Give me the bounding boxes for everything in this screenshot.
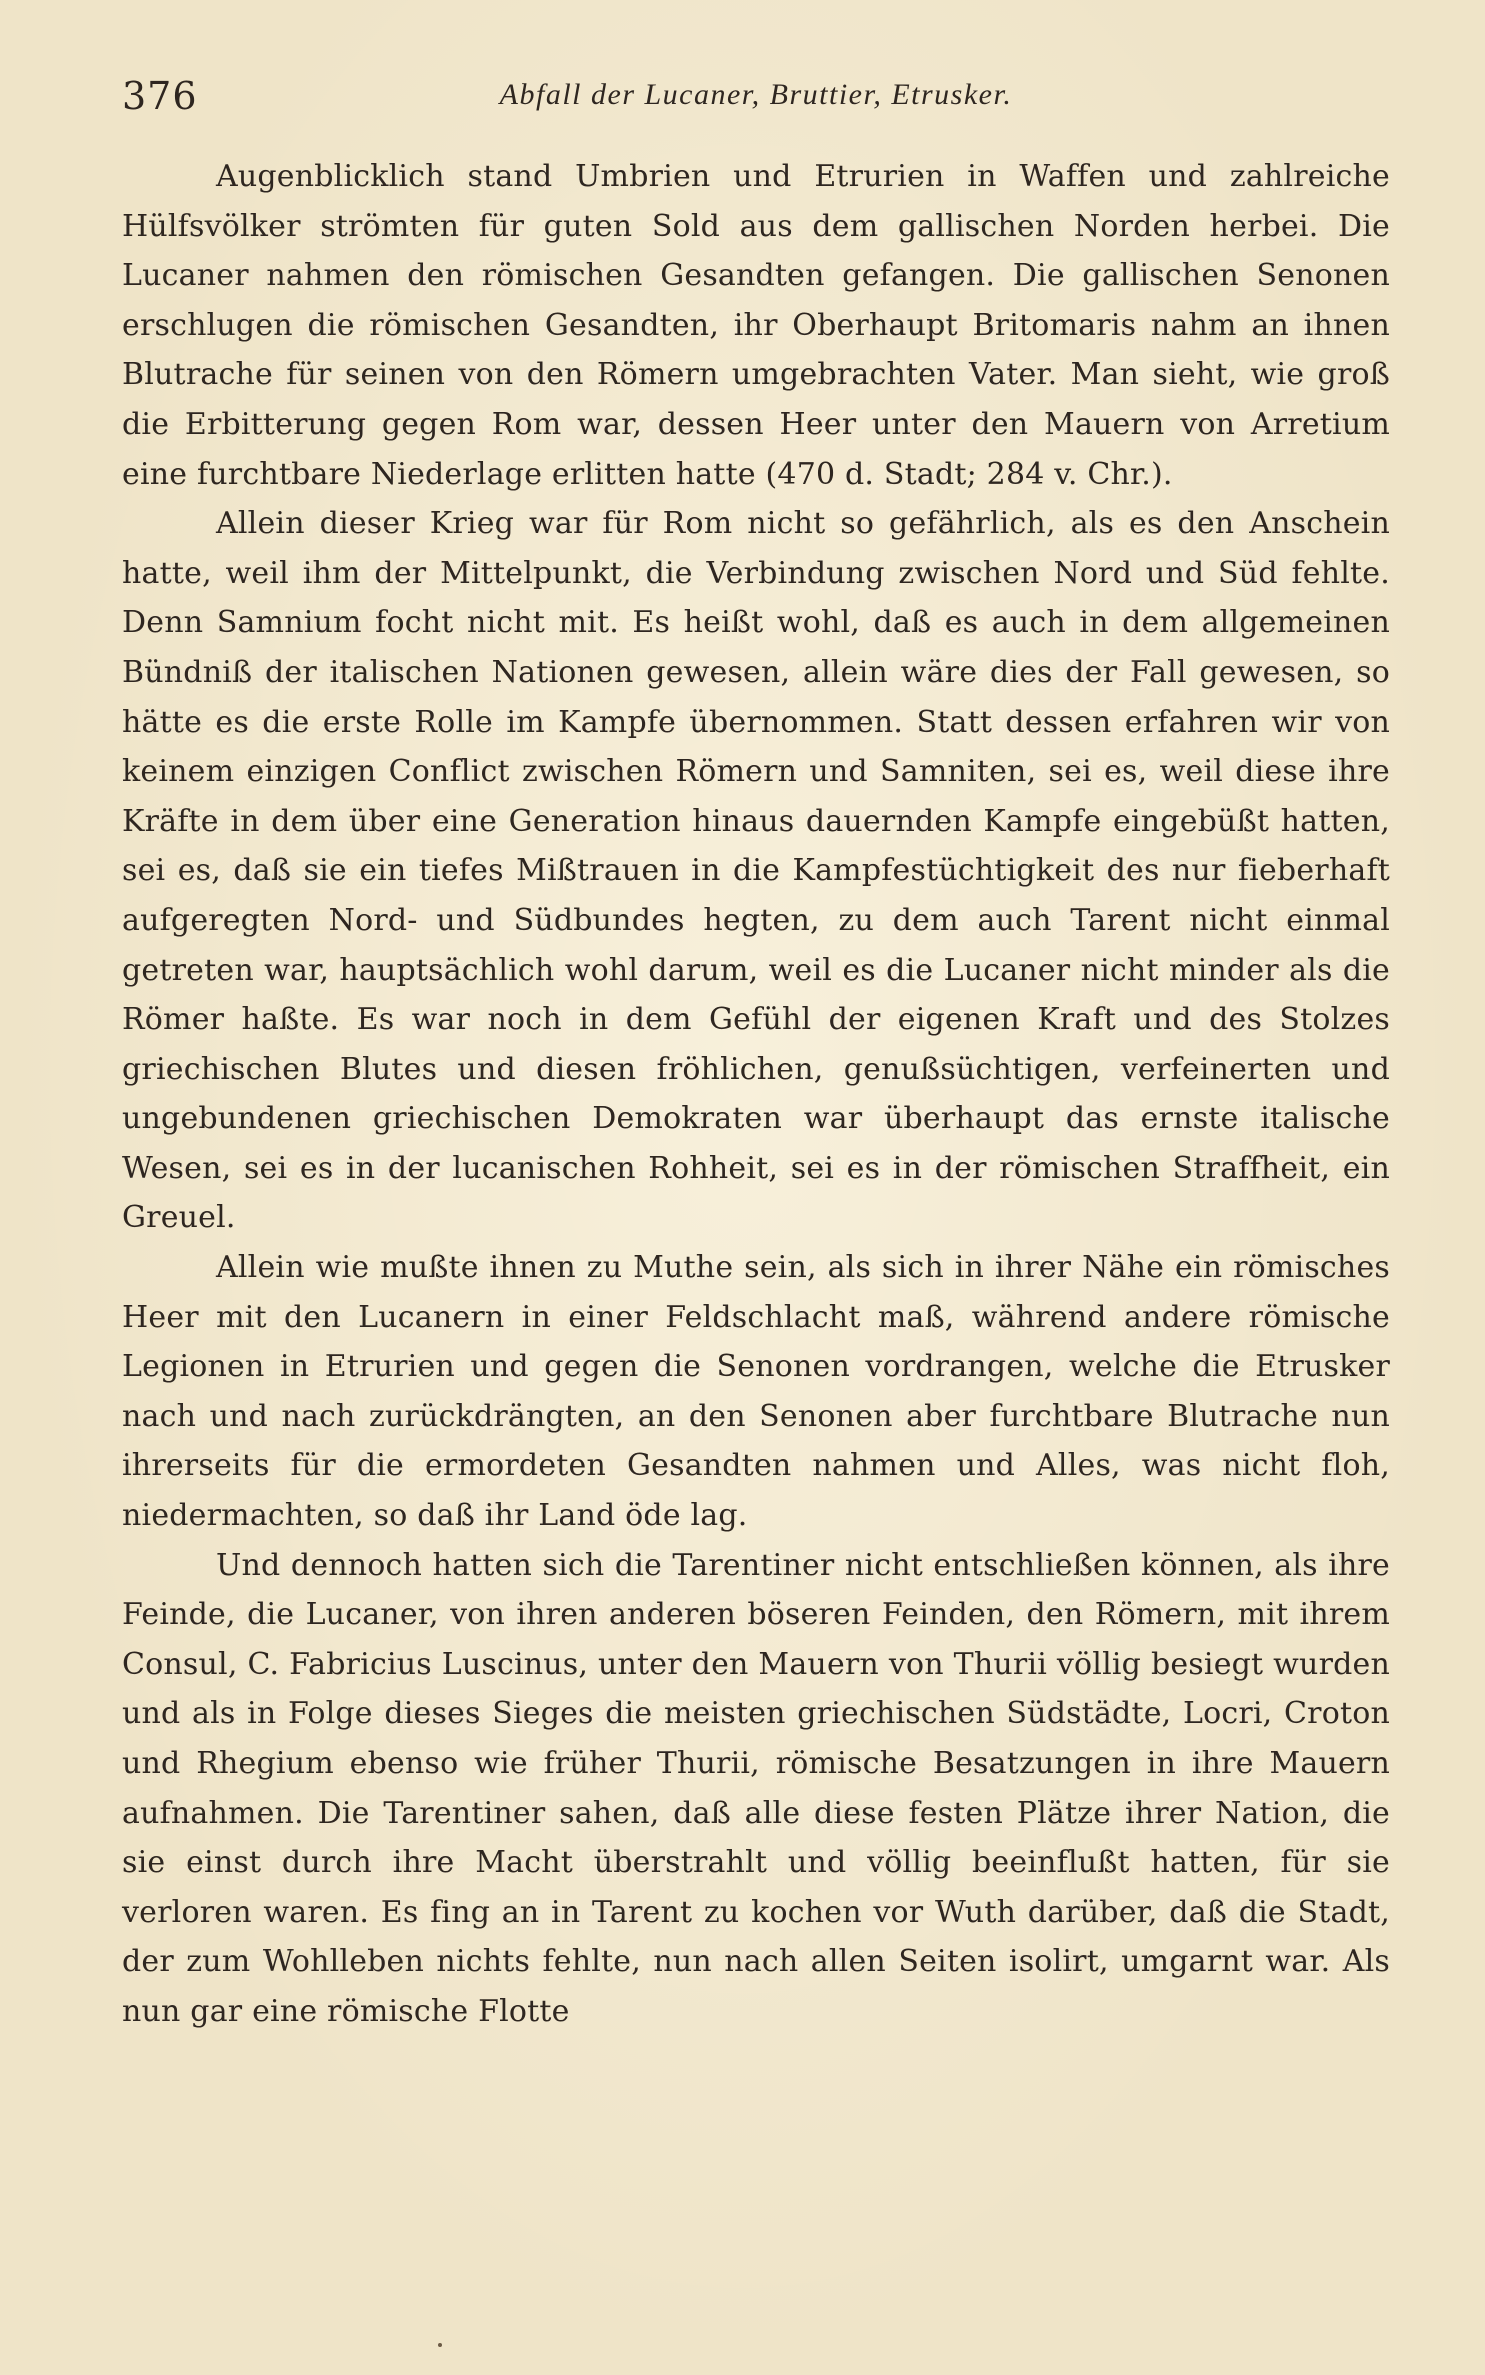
paragraph-4: Und dennoch hatten sich die Tarentiner nicht entschließen können, als ihre Feinde, die Lucaner, von ihren anderen böseren Feinden, den Römern, mit ihrem Consul, C. Fabricius Luscinus, unter den Mauern von Thurii völlig besiegt wurden und als in Folge dieses Sieges die meisten griechischen Südstädte, Locri, Croton und Rhegium ebenso wie früher Thurii, römische Besatzungen in ihre Mauern aufnahmen. Die Tarentiner sahen, daß alle diese festen Plätze ihrer Nation, die sie einst durch ihre Macht überstrahlt und völlig beeinflußt hatten, für sie verloren waren. Es fing an in Tarent zu kochen vor Wuth darüber, daß die Stadt, der zum Wohlleben nichts fehlte, nun nach allen Seiten isolirt, umgarnt war. Als nun gar eine römische Flotte [122, 1547, 1390, 2029]
paragraph-3: Allein wie mußte ihnen zu Muthe sein, als sich in ihrer Nähe ein römisches Heer mit den Lucanern in einer Feldschlacht maß, während andere römische Legionen in Etrurien und gegen die Senonen vordrangen, welche die Etrusker nach und nach zurückdrängten, an den Senonen aber furchtbare Blutrache nun ihrerseits für die ermordeten Gesandten nahmen und Alles, was nicht floh, niedermachten, so daß ihr Land öde lag. [122, 1250, 1390, 1534]
paper-speck [438, 2343, 442, 2347]
running-title: Abfall der Lucaner, Bruttier, Etrusker. [499, 78, 1013, 111]
paragraph-1: Augenblicklich stand Umbrien und Etrurien in Waffen und zahlreiche Hülfsvölker strömten für guten Sold aus dem gallischen Norden herbei. Die Lucaner nahmen den römischen Gesandten gefangen. Die gallischen Senonen erschlugen die römischen Gesandten, ihr Oberhaupt Britomaris nahm an ihnen Blutrache für seinen von den Römern umgebrachten Vater. Man sieht, wie groß die Erbitterung gegen Rom war, dessen Heer unter den Mauern von Arretium eine furchtbare Niederlage erlitten hatte (470 d. Stadt; 284 v. Chr.). [122, 159, 1390, 492]
paragraph-2: Allein dieser Krieg war für Rom nicht so gefährlich, als es den Anschein hatte, weil ihm der Mittelpunkt, die Verbindung zwischen Nord und Süd fehlte. Denn Samnium focht nicht mit. Es heißt wohl, daß es auch in dem allgemeinen Bündniß der italischen Nationen gewesen, allein wäre dies der Fall gewesen, so hätte es die erste Rolle im Kampfe übernommen. Statt dessen erfahren wir von keinem einzigen Conflict zwischen Römern und Samniten, sei es, weil diese ihre Kräfte in dem über eine Generation hinaus dauernden Kampfe eingebüßt hatten, sei es, daß sie ein tiefes Mißtrauen in die Kampfestüchtigkeit des nur fieberhaft aufgeregten Nord- und Südbundes hegten, zu dem auch Tarent nicht einmal getreten war, hauptsächlich wohl darum, weil es die Lucaner nicht minder als die Römer haßte. Es war noch in dem Gefühl der eigenen Kraft und des Stolzes griechischen Blutes und diesen fröhlichen, genußsüchtigen, verfeinerten und ungebundenen griechischen Demokraten war überhaupt das ernste italische Wesen, sei es in der lucanischen Rohheit, sei es in der römischen Straffheit, ein Greuel. [122, 506, 1390, 1236]
page-number: 376 [122, 74, 198, 118]
running-head [122, 74, 1390, 124]
body-text [122, 152, 1390, 2037]
